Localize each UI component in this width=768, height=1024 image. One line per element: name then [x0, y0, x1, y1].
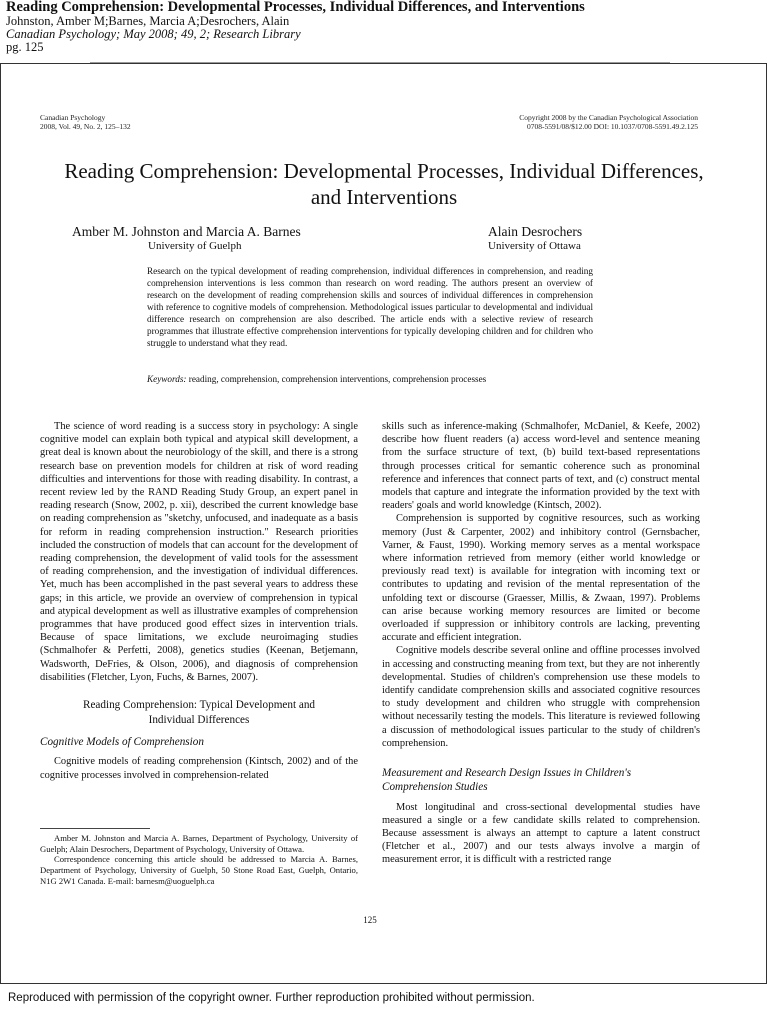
- citation-title: Reading Comprehension: Developmental Processes, Individual Differences, and Interventions: [6, 0, 585, 15]
- subsection-heading: Cognitive Models of Comprehension: [40, 736, 204, 749]
- citation-source: Canadian Psychology; May 2008; 49, 2; Research Library: [6, 27, 301, 42]
- section-heading: [40, 698, 358, 727]
- journal-meta-right: [440, 114, 698, 131]
- footnote-affiliations: Amber M. Johnston and Marcia A. Barnes, Department of Psychology, University of Guelph; Alain Desrochers, Department of Psychology, University of Ottawa.: [40, 833, 358, 854]
- affiliation-1: University of Guelph: [148, 239, 242, 252]
- journal-name: Canadian Psychology: [40, 113, 106, 122]
- abstract: Research on the typical development of reading comprehension, individual differences in comprehension, and reading comprehension interventions is less common than research on word reading. The authors present an overview of research on the development of reading comprehension skills and sources of individual differences in comprehension with reference to cognitive models of comprehension. Methodological issues particular to developmental and individual difference research on comprehension are also described. The article ends with a selective review of research programmes that illustrate effective comprehension interventions for typically developing children and for children who struggle to understand what they read.: [147, 266, 593, 348]
- page-number: 125: [363, 915, 377, 925]
- permission-notice: Reproduced with permission of the copyright owner. Further reproduction prohibited without permission.: [8, 992, 535, 1004]
- author-block-2: [488, 224, 582, 252]
- body-paragraph: The science of word reading is a success story in psychology: A single cognitive model can explain both typical and atypical skill development, a great deal is known about the neurobiology of the skill, and there is a strong research base on prevention models for children at risk of word reading difficulties and interventions for those with reading disability. In contrast, a recent review led by the RAND Reading Study Group, an expert panel in reading research (Snow, 2002, p. xii), described the current knowledge base on reading comprehension as "sketchy, unfocused, and inadequate as a basis for reform in reading comprehension instruction." Research priorities included the construction of models that can account for the development of reading comprehension, the development of valid tools for the assessment of reading comprehension, and the investigation of individual differences. Yet, much has been accomplished in the past several years to address these gaps; in this article, we provide an overview of comprehension in typical and atypical development as well as illustrative examples of comprehension programmes that have produced good effect sizes in intervention trials. Because of space limitations, we exclude neuroimaging studies (Schmalhofer & Perfetti, 2008), genetics studies (Keenan, Betjemann, Wadsworth, DeFries, & Olson, 2006), and diagnosis of comprehension disabilities (Fletcher, Lyon, Fuchs, & Barnes, 2007).: [40, 421, 358, 683]
- body-paragraph: Most longitudinal and cross-sectional developmental studies have measured a single or a few candidate skills related to comprehension. Because assessment is always an attempt to capture a latent construct (Fletcher et al., 2007) and our tests always involve a margin of measurement error, it is difficult with a restricted range: [382, 801, 700, 866]
- section-heading-line1: Reading Comprehension: Typical Development and: [82, 699, 316, 712]
- subsection-heading: [382, 766, 700, 794]
- body-paragraph: Cognitive models of reading comprehension (Kintsch, 2002) and of the cognitive processes involved in comprehension-related: [40, 756, 358, 781]
- subsection-heading-line1: Measurement and Research Design Issues in Children's: [382, 767, 632, 780]
- keywords-list: reading, comprehension, comprehension interventions, comprehension processes: [188, 374, 487, 384]
- article-title: [20, 158, 748, 211]
- citation-authors: Johnston, Amber M;Barnes, Marcia A;Desrochers, Alain: [6, 14, 290, 29]
- body-paragraph: Comprehension is supported by cognitive resources, such as working memory (Just & Carpenter, 2002) and inhibitory control (Gernsbacher, Varner, & Faust, 1990). Working memory serves as a mental workspace where information retrieved from memory (either world knowledge or previously read text) is available for integration with incoming text or contributes to updating and revision of the mental representation of the unfolding text or discourse (Graesser, Millis, & Zwaan, 1997). Problems can arise because working memory resources are limited or become overloaded if suppression or inhibitory controls are lacking, preventing accurate and efficient integration.: [382, 513, 700, 644]
- copyright-line: Copyright 2008 by the Canadian Psychological Association: [519, 113, 698, 122]
- right-column: [382, 420, 700, 867]
- journal-volume: 2008, Vol. 49, No. 2, 125–132: [40, 121, 131, 131]
- keywords: [147, 374, 617, 384]
- author-names-2: Alain Desrochers: [488, 224, 583, 239]
- author-footnote: [40, 833, 358, 887]
- article-title-line2: and Interventions: [310, 185, 458, 210]
- body-paragraph: skills such as inference-making (Schmalhofer, McDaniel, & Keefe, 2002) describe how fluent readers (a) access word-level and sentence meaning from the surface structure of text, (b) build text-based representations through processes critical for semantic coherence such as pronominal reference and inferences that connect parts of text, and (c) construct mental models that capture and integrate the information provided by the text with readers' goals and world knowledge (Kintsch, 2002).: [382, 421, 700, 512]
- section-heading-line2: Individual Differences: [148, 713, 250, 726]
- subsection-heading-line2: Comprehension Studies: [382, 781, 488, 794]
- footnote-correspondence: Correspondence concerning this article should be addressed to Marcia A. Barnes, Department of Psychology, University of Guelph, 50 Stone Road East, Guelph, Ontario, N1G 2W1 Canada. E-mail: barnesm@uoguelph.ca: [40, 854, 358, 886]
- footnote-rule: [40, 828, 150, 829]
- affiliation-2: University of Ottawa: [488, 239, 581, 252]
- citation-header: [6, 0, 762, 55]
- doi-line: 0708-5591/08/$12.00 DOI: 10.1037/0708-5591.49.2.125: [526, 121, 698, 131]
- author-block-1: [72, 224, 301, 252]
- author-names-1: Amber M. Johnston and Marcia A. Barnes: [72, 224, 301, 239]
- article-title-line1: Reading Comprehension: Developmental Processes, Individual Differences,: [64, 159, 704, 183]
- citation-page: pg. 125: [6, 40, 44, 55]
- body-paragraph: Cognitive models describe several online and offline processes involved in accessing and constructing meaning from text, but they are not inherently developmental. Studies of children's comprehension use these models to identify candidate comprehension skills and associated cognitive resources to study development and children who struggle with comprehension without necessarily testing the models. This literature is reviewed following a discussion of methodological issues particular to the study of children's comprehension.: [382, 645, 700, 749]
- left-column: [40, 420, 358, 782]
- keywords-label: Keywords:: [147, 374, 187, 384]
- journal-meta-left: [40, 114, 131, 131]
